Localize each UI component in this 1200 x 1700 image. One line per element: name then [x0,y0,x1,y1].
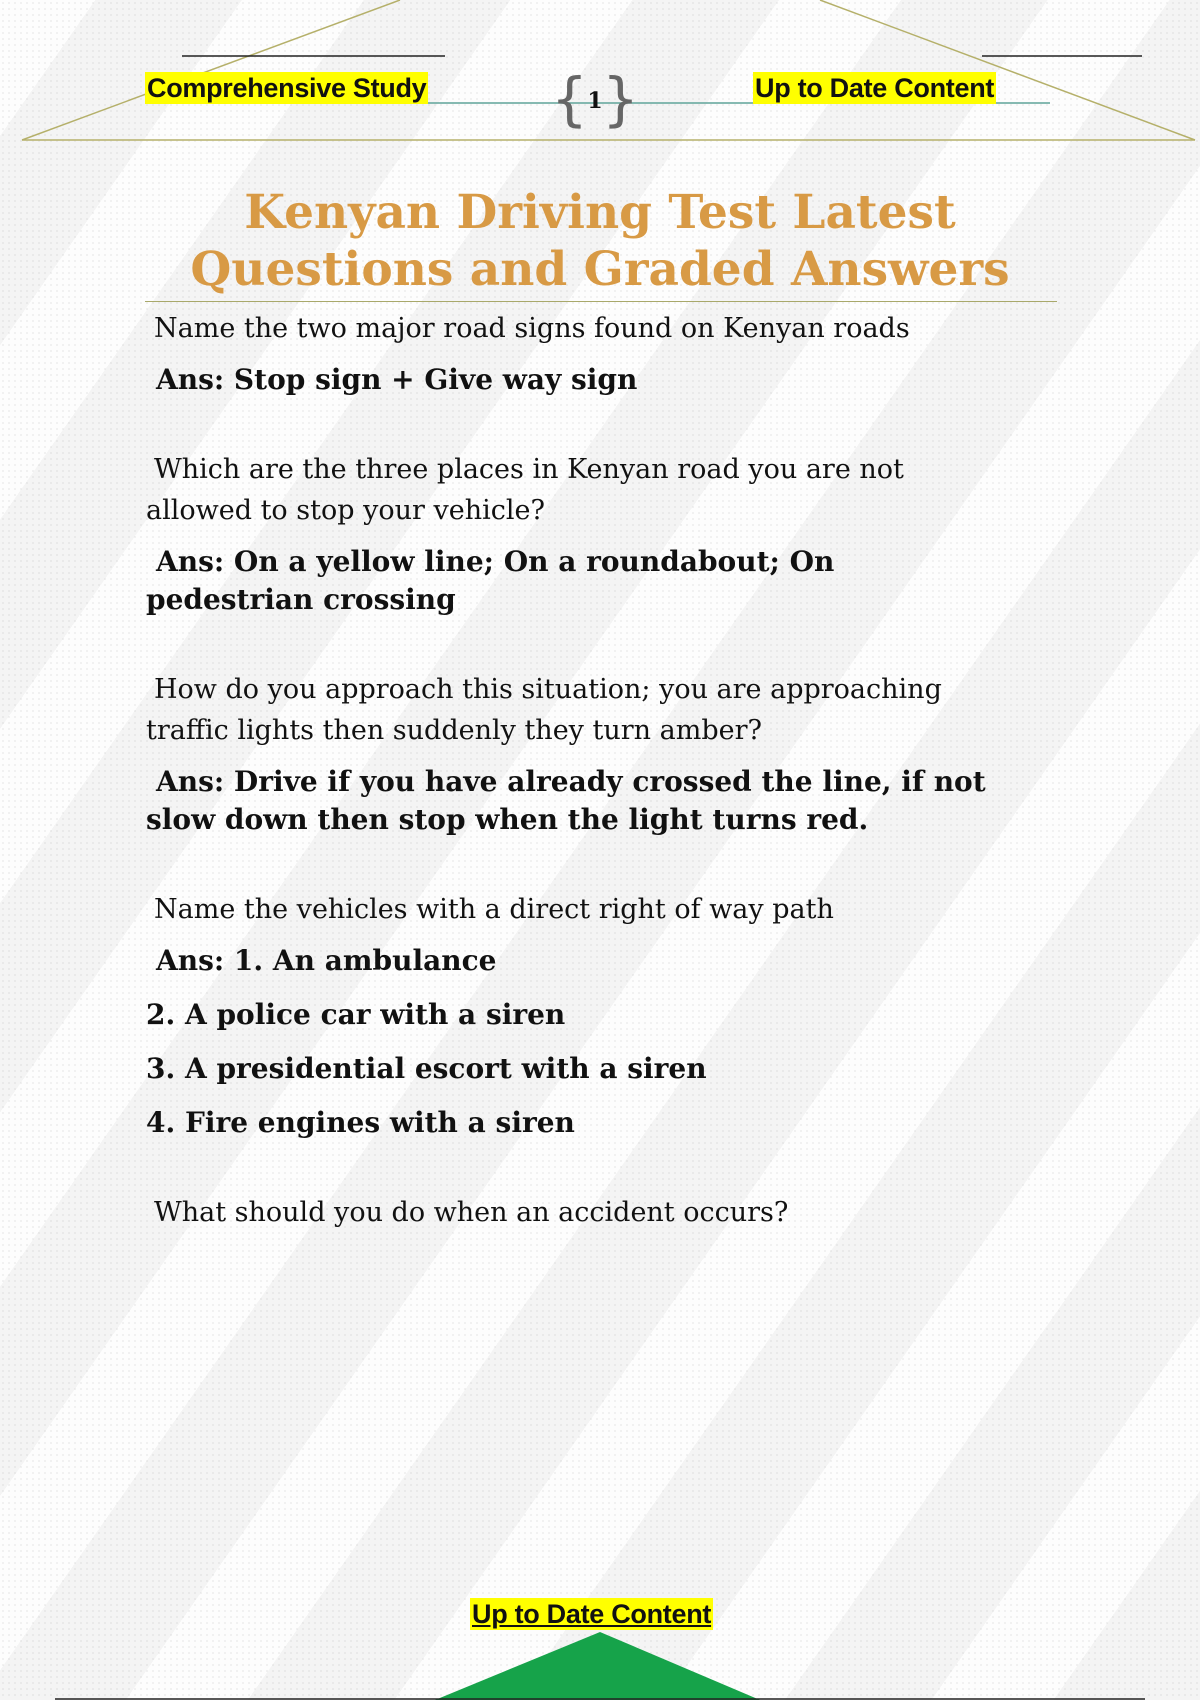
answer-3-line-2: slow down then stop when the light turns red. [146,803,869,836]
question-2-line-1: Which are the three places in Kenyan road you are not [154,454,904,485]
header-right-label: Up to Date Content [755,73,995,103]
footer-decoration [0,1620,1200,1700]
question-1: Name the two major road signs found on Kenyan roads [154,313,910,344]
page-number [551,65,639,133]
answer-2 [146,543,1066,619]
answer-4-item-2: 2. A police car with a siren [146,998,566,1031]
answer-1: Ans: Stop sign + Give way sign [156,363,638,396]
answer-2-line-1: Ans: On a yellow line; On a roundabout; On [156,545,835,578]
title-line-2: Questions and Graded Answers [190,242,1010,297]
right-brace-icon: } [602,65,639,133]
question-3-line-2: traffic lights then suddenly they turn amber? [146,715,762,746]
answer-4-item-4: 4. Fire engines with a siren [146,1106,575,1139]
title-divider [145,301,1057,302]
header-left-label: Comprehensive Study [147,73,427,103]
page-title [145,184,1055,298]
question-2-line-2: allowed to stop your vehicle? [146,495,545,526]
page-number-value: 1 [587,88,603,114]
question-4: Name the vehicles with a direct right of way path [154,894,834,925]
answer-4-first: Ans: 1. An ambulance [156,944,497,977]
question-3 [146,669,1066,751]
question-3-line-1: How do you approach this situation; you are approaching [154,674,942,705]
answer-3-line-1: Ans: Drive if you have already crossed the line, if not [156,765,986,798]
left-brace-icon: { [551,65,588,133]
title-line-1: Kenyan Driving Test Latest [244,185,956,240]
answer-4-item-3: 3. A presidential escort with a siren [146,1052,707,1085]
question-5: What should you do when an accident occurs? [154,1197,789,1228]
answer-3 [146,763,1066,839]
answer-2-line-2: pedestrian crossing [146,583,456,616]
qa-content [146,308,1066,1233]
question-2 [146,449,1066,531]
footer-label: Up to Date Content [472,1599,712,1629]
